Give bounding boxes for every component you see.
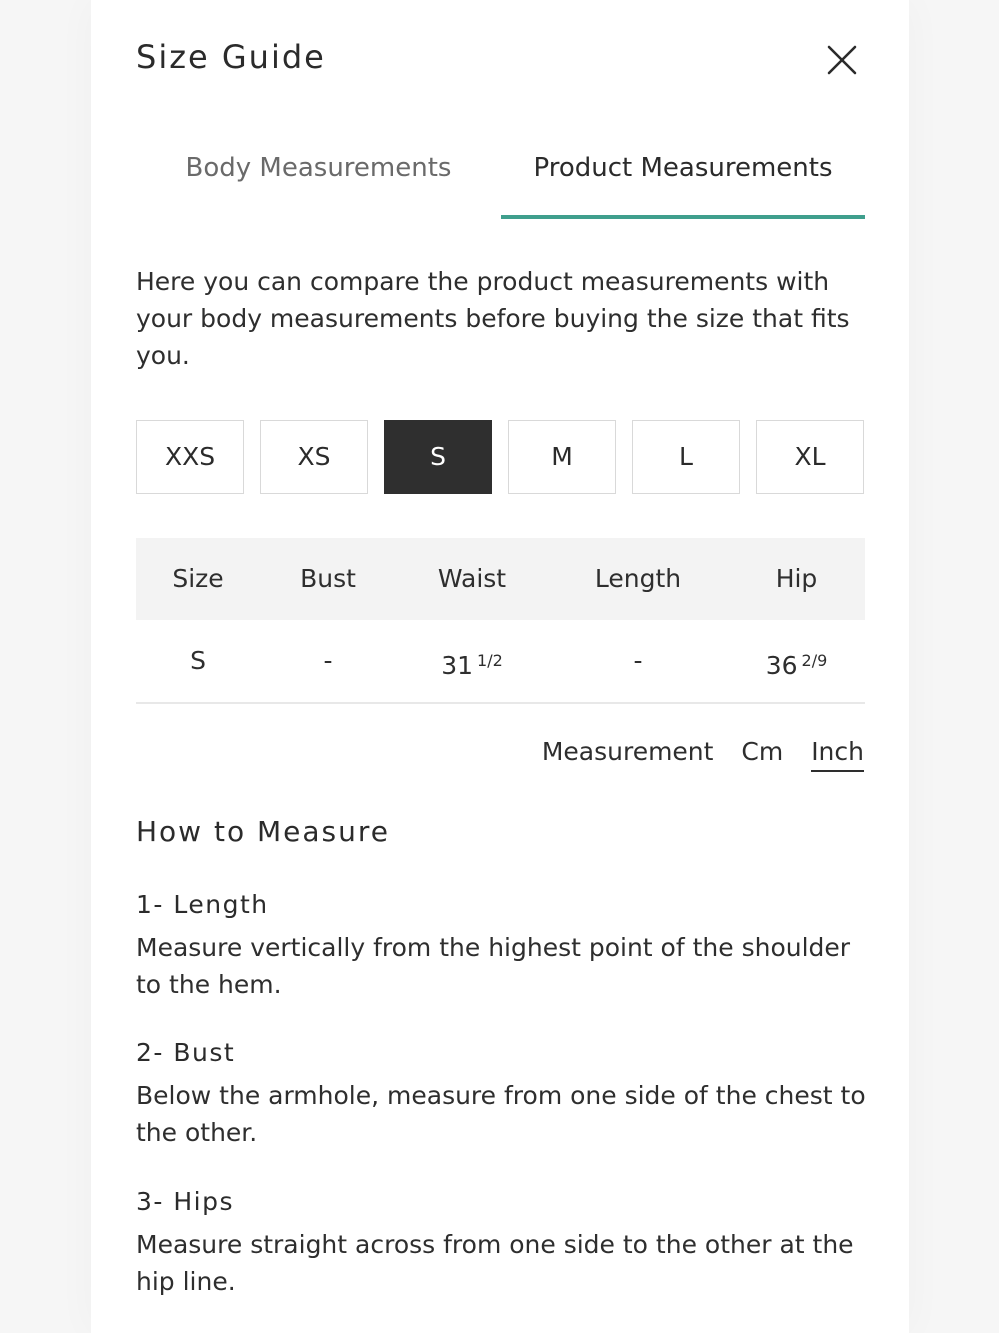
- table-header: [136, 538, 865, 620]
- step-title: 3- Hips: [136, 1187, 235, 1216]
- step-hips: [136, 1187, 876, 1300]
- size-button-xxs[interactable]: XXS: [136, 420, 244, 494]
- measurements-table: [136, 538, 865, 704]
- cell-hip: [728, 620, 865, 702]
- cell-length: -: [633, 646, 643, 675]
- header-bust: Bust: [300, 564, 356, 593]
- cell-bust: -: [323, 646, 333, 675]
- table-row: [136, 620, 865, 704]
- header-length: Length: [594, 564, 682, 593]
- how-to-measure-title: How to Measure: [136, 815, 390, 848]
- hip-fraction: 2/9: [801, 651, 828, 670]
- cell-size: S: [190, 646, 206, 675]
- unit-cm-option[interactable]: Cm: [741, 737, 784, 766]
- unit-label: Measurement: [541, 737, 714, 766]
- step-text: Measure vertically from the highest point of the shoulder to the hem.: [136, 933, 851, 999]
- step-bust: [136, 1038, 876, 1151]
- hip-whole: 36: [765, 651, 798, 680]
- unit-switcher: [522, 730, 864, 774]
- step-length: [136, 890, 876, 1003]
- header-size: Size: [172, 564, 224, 593]
- waist-whole: 31: [441, 651, 474, 680]
- header-hip: Hip: [775, 564, 818, 593]
- size-selector: [136, 420, 865, 494]
- step-text: Measure straight across from one side to the other at the hip line.: [136, 1230, 854, 1296]
- step-title: 1- Length: [136, 890, 269, 919]
- size-button-xl[interactable]: XL: [756, 420, 864, 494]
- intro-text: Here you can compare the product measurements with your body measurements before buying the size that fits you.: [136, 267, 850, 370]
- close-icon: [824, 42, 860, 78]
- dialog-title: Size Guide: [136, 38, 326, 76]
- size-button-l[interactable]: L: [632, 420, 740, 494]
- waist-fraction: 1/2: [477, 651, 503, 670]
- size-button-s[interactable]: S: [384, 420, 492, 494]
- tab-body-measurements[interactable]: Body Measurements: [185, 153, 452, 183]
- cell-waist: [396, 620, 548, 702]
- measurement-tabs: [136, 140, 865, 220]
- header-waist: Waist: [437, 564, 507, 593]
- unit-inch-option[interactable]: Inch: [811, 734, 864, 772]
- step-title: 2- Bust: [136, 1038, 236, 1067]
- step-text: Below the armhole, measure from one side of the chest to the other.: [136, 1081, 866, 1147]
- size-button-m[interactable]: M: [508, 420, 616, 494]
- size-button-xs[interactable]: XS: [260, 420, 368, 494]
- close-button[interactable]: [824, 42, 860, 78]
- tab-product-measurements[interactable]: Product Measurements: [501, 140, 865, 220]
- size-guide-dialog: [91, 0, 909, 1333]
